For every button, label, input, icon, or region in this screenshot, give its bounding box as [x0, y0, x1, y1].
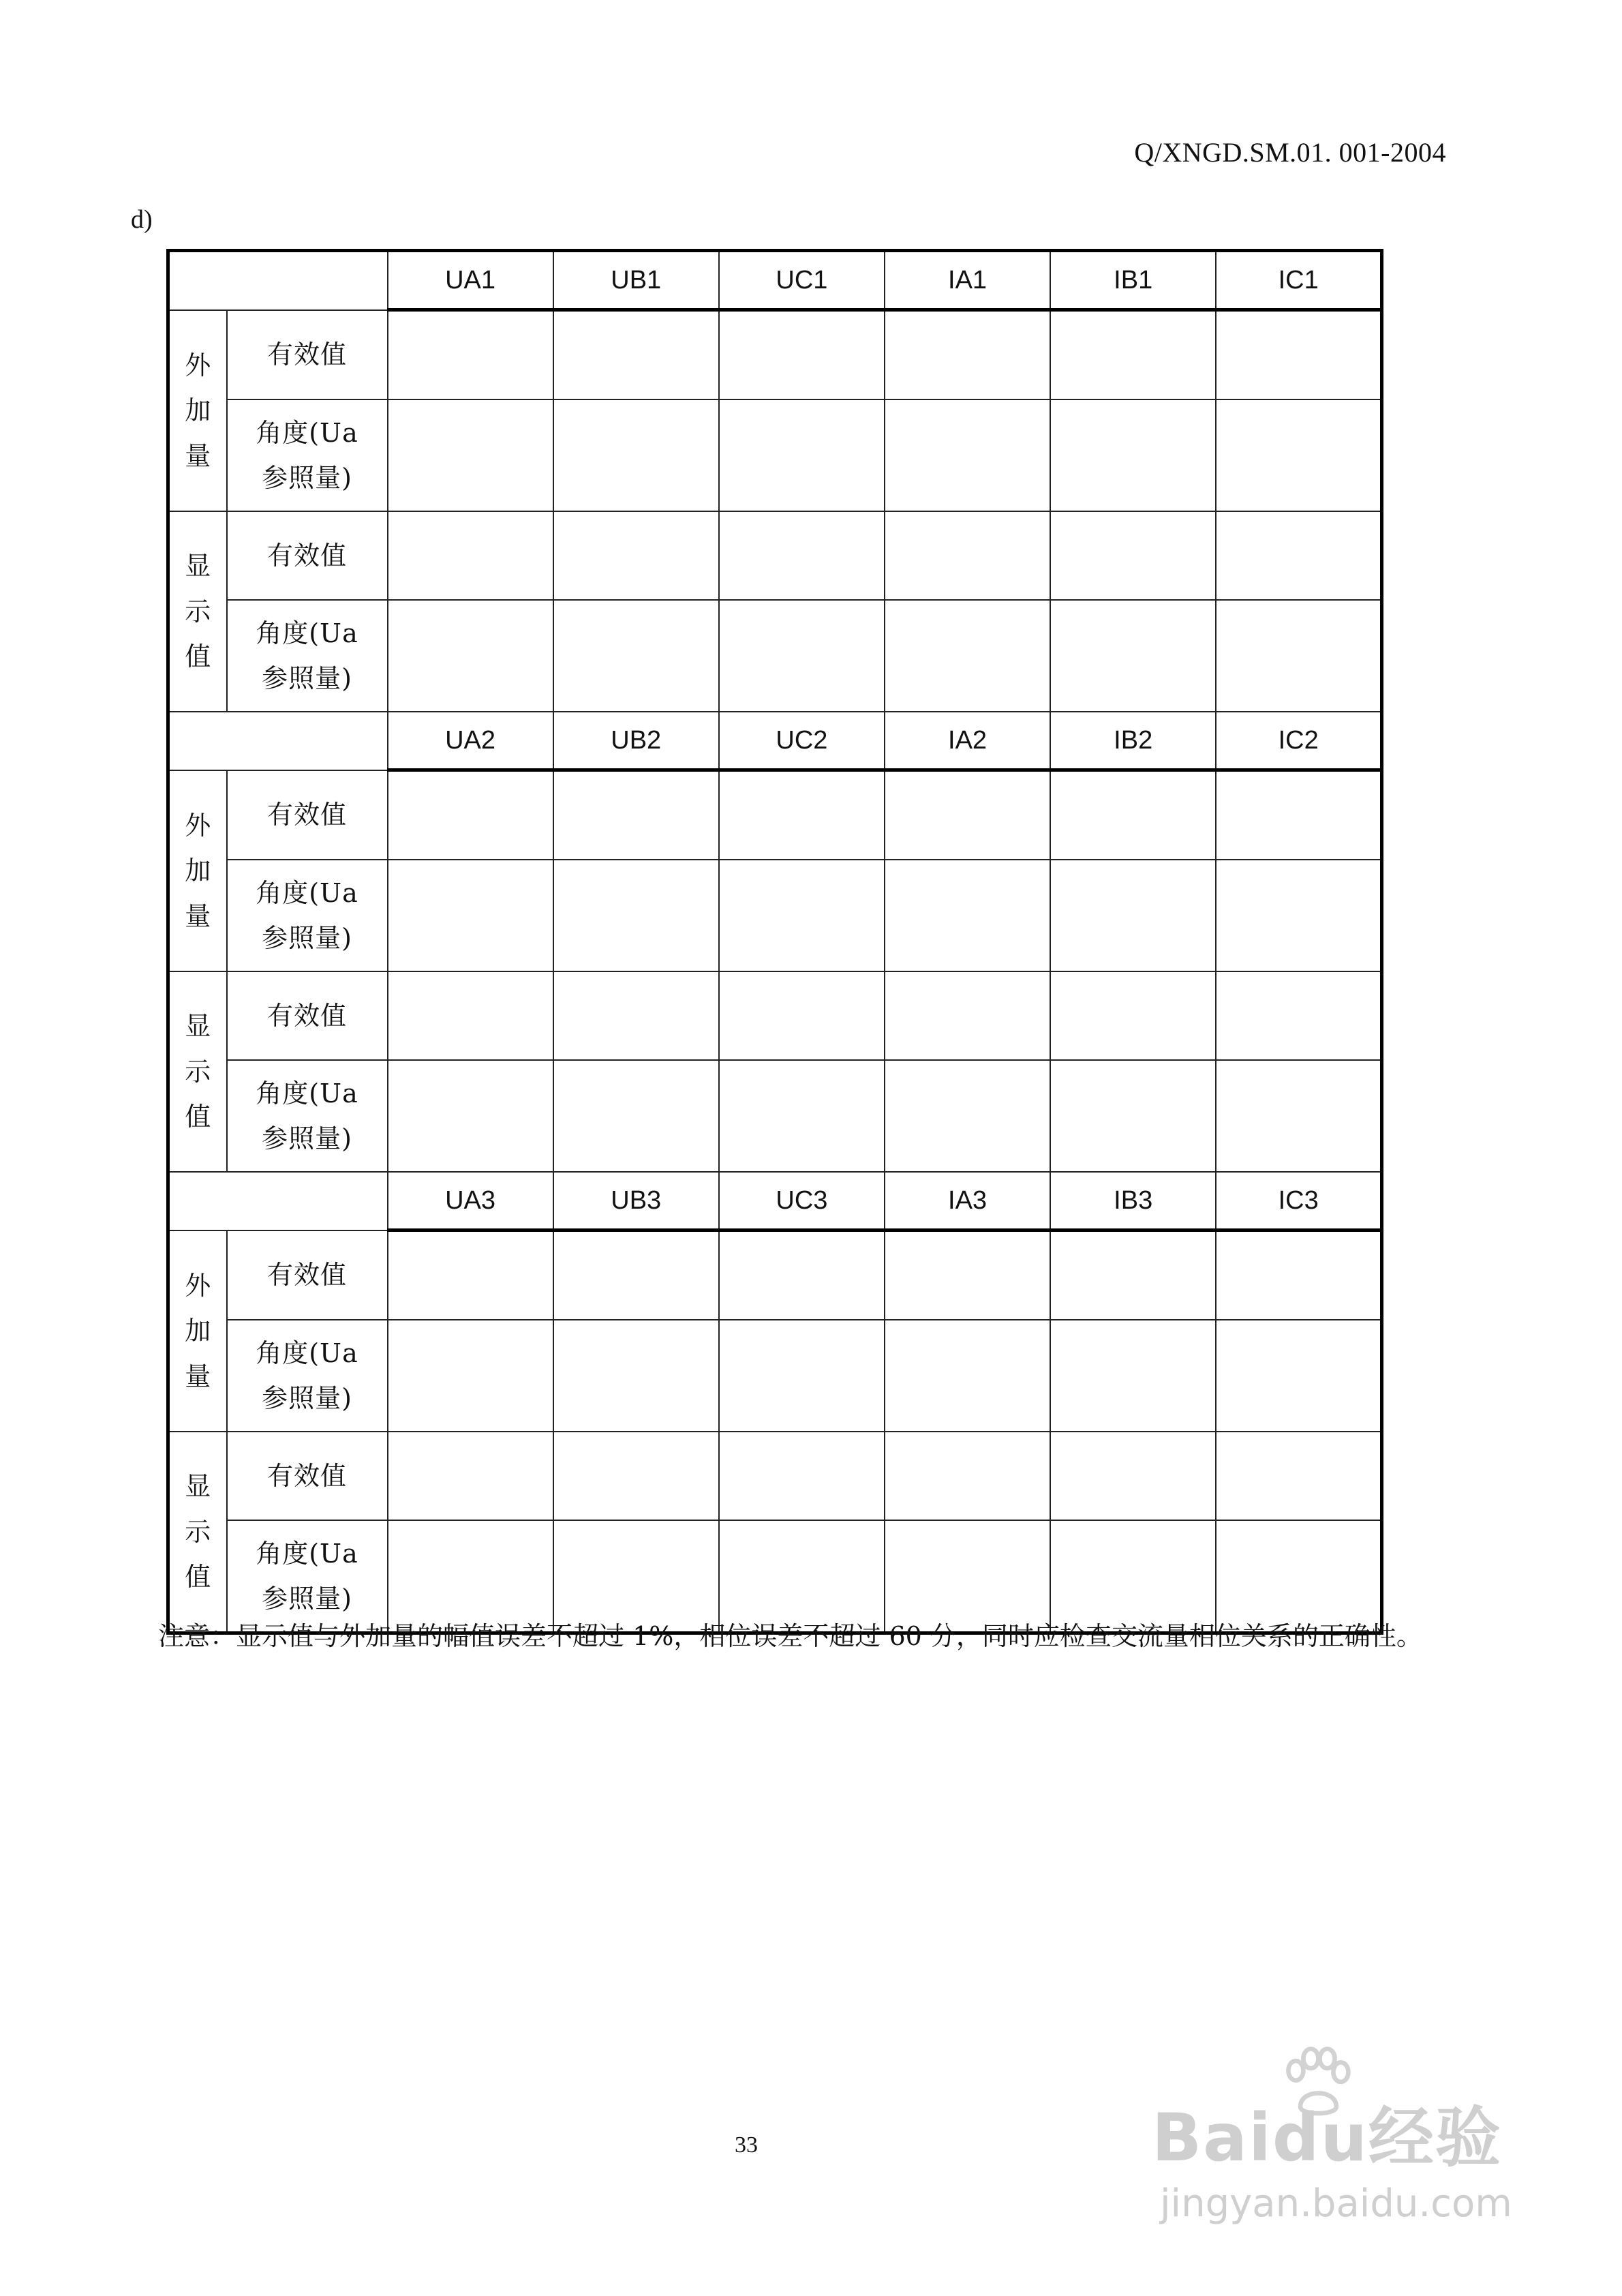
value-cell[interactable]: [885, 1230, 1050, 1320]
group-label: [168, 511, 227, 712]
value-cell[interactable]: [885, 1432, 1050, 1520]
angle-label-line: 参照量): [262, 463, 352, 493]
table-row: [168, 770, 1382, 860]
angle-label-line: 角度(Ua: [256, 1078, 358, 1108]
table-row: [168, 511, 1382, 600]
value-cell[interactable]: [388, 1320, 553, 1432]
column-header: UA2: [388, 712, 553, 770]
value-cell[interactable]: [885, 1060, 1050, 1172]
value-cell[interactable]: [553, 1060, 719, 1172]
value-cell[interactable]: [1050, 860, 1216, 971]
value-cell[interactable]: [885, 1320, 1050, 1432]
group-label-char: 量: [185, 901, 211, 931]
column-header: UB3: [553, 1172, 719, 1230]
angle-label-line: 角度(Ua: [256, 1538, 358, 1569]
column-header: UC3: [719, 1172, 885, 1230]
table-row: [168, 1230, 1382, 1320]
value-cell[interactable]: [1216, 1230, 1381, 1320]
table-row: [168, 971, 1382, 1060]
value-cell[interactable]: [1050, 1060, 1216, 1172]
group-label-char: 示: [185, 1516, 211, 1547]
row-label-effective-value: 有效值: [227, 971, 388, 1060]
value-cell[interactable]: [719, 971, 885, 1060]
value-cell[interactable]: [1050, 971, 1216, 1060]
group-label: [168, 770, 227, 972]
value-cell[interactable]: [719, 511, 885, 600]
value-cell[interactable]: [553, 860, 719, 971]
value-cell[interactable]: [1050, 1320, 1216, 1432]
band-header-row: [168, 251, 1382, 310]
value-cell[interactable]: [1050, 600, 1216, 712]
value-cell[interactable]: [1050, 511, 1216, 600]
value-cell[interactable]: [719, 1432, 885, 1520]
group-label-char: 示: [185, 596, 211, 626]
group-label-char: 量: [185, 440, 211, 471]
group-label-char: 显: [185, 551, 211, 581]
band-header-row: [168, 1172, 1382, 1230]
row-label-effective-value: 有效值: [227, 310, 388, 400]
column-header: IB2: [1050, 712, 1216, 770]
angle-label-line: 参照量): [262, 663, 352, 693]
value-cell[interactable]: [719, 1060, 885, 1172]
value-cell[interactable]: [885, 600, 1050, 712]
row-label-effective-value: 有效值: [227, 1432, 388, 1520]
row-label-angle: [227, 600, 388, 712]
value-cell[interactable]: [885, 971, 1050, 1060]
group-label-char: 量: [185, 1361, 211, 1391]
value-cell[interactable]: [1216, 1432, 1381, 1520]
group-label: [168, 1432, 227, 1633]
value-cell[interactable]: [719, 1230, 885, 1320]
value-cell[interactable]: [1050, 770, 1216, 860]
value-cell[interactable]: [885, 511, 1050, 600]
row-label-angle: [227, 860, 388, 971]
value-cell[interactable]: [1216, 860, 1381, 971]
column-header: IB1: [1050, 251, 1216, 310]
column-header: IC2: [1216, 712, 1381, 770]
table-row: [168, 600, 1382, 712]
value-cell[interactable]: [1050, 1230, 1216, 1320]
watermark-url: jingyan.baidu.com: [1160, 2181, 1512, 2226]
column-header: UB2: [553, 712, 719, 770]
column-header: IC3: [1216, 1172, 1381, 1230]
row-label-effective-value: 有效值: [227, 770, 388, 860]
value-cell[interactable]: [1216, 971, 1381, 1060]
table-row: [168, 399, 1382, 511]
row-label-effective-value: 有效值: [227, 511, 388, 600]
table-row: [168, 310, 1382, 400]
value-cell[interactable]: [1216, 770, 1381, 860]
group-label-char: 值: [185, 1102, 211, 1132]
corner-cell: [168, 1172, 388, 1230]
value-cell[interactable]: [1050, 310, 1216, 400]
column-header: UA3: [388, 1172, 553, 1230]
angle-label-line: 参照量): [262, 1383, 352, 1413]
document-code: Q/XNGD.SM.01. 001-2004: [1134, 137, 1446, 168]
table-row: [168, 1432, 1382, 1520]
value-cell[interactable]: [553, 971, 719, 1060]
group-label-char: 示: [185, 1056, 211, 1087]
value-cell[interactable]: [1216, 600, 1381, 712]
value-cell[interactable]: [388, 1432, 553, 1520]
group-label-char: 值: [185, 641, 211, 672]
group-label-char: 外: [185, 810, 211, 841]
angle-label-line: 角度(Ua: [256, 618, 358, 648]
table-row: [168, 860, 1382, 971]
column-header: UB1: [553, 251, 719, 310]
column-header: IC1: [1216, 251, 1381, 310]
value-cell[interactable]: [1050, 1432, 1216, 1520]
column-header: IA3: [885, 1172, 1050, 1230]
value-cell[interactable]: [885, 399, 1050, 511]
group-label-char: 显: [185, 1011, 211, 1042]
angle-label-line: 参照量): [262, 923, 352, 953]
value-cell[interactable]: [719, 770, 885, 860]
group-label-char: 值: [185, 1562, 211, 1592]
value-cell[interactable]: [388, 1230, 553, 1320]
angle-label-line: 参照量): [262, 1123, 352, 1153]
measurement-table: [166, 249, 1383, 1635]
value-cell[interactable]: [388, 860, 553, 971]
value-cell[interactable]: [885, 310, 1050, 400]
value-cell[interactable]: [1216, 511, 1381, 600]
row-label-angle: [227, 399, 388, 511]
value-cell[interactable]: [719, 1320, 885, 1432]
value-cell[interactable]: [388, 971, 553, 1060]
watermark-brand: Baidu经验: [1152, 2100, 1502, 2176]
group-label-char: 加: [185, 1316, 211, 1346]
group-label: [168, 971, 227, 1172]
value-cell[interactable]: [553, 310, 719, 400]
column-header: IA2: [885, 712, 1050, 770]
value-cell[interactable]: [553, 600, 719, 712]
column-header: IA1: [885, 251, 1050, 310]
column-header: IB3: [1050, 1172, 1216, 1230]
table-row: [168, 1060, 1382, 1172]
group-label-char: 加: [185, 395, 211, 425]
value-cell[interactable]: [1216, 310, 1381, 400]
group-label-char: 加: [185, 856, 211, 886]
baidu-jingyan-watermark: [1152, 2045, 1533, 2250]
value-cell[interactable]: [553, 1320, 719, 1432]
page-number: 33: [735, 2132, 758, 2158]
value-cell[interactable]: [885, 770, 1050, 860]
value-cell[interactable]: [388, 511, 553, 600]
band-header-row: [168, 712, 1382, 770]
angle-label-line: 角度(Ua: [256, 877, 358, 908]
column-header: UC2: [719, 712, 885, 770]
value-cell[interactable]: [388, 600, 553, 712]
value-cell[interactable]: [553, 511, 719, 600]
value-cell[interactable]: [388, 399, 553, 511]
row-label-angle: [227, 1320, 388, 1432]
value-cell[interactable]: [553, 399, 719, 511]
value-cell[interactable]: [388, 770, 553, 860]
corner-cell: [168, 251, 388, 310]
angle-label-line: 角度(Ua: [256, 1338, 358, 1368]
value-cell[interactable]: [553, 1230, 719, 1320]
value-cell[interactable]: [388, 1060, 553, 1172]
value-cell[interactable]: [885, 860, 1050, 971]
section-label: d): [131, 205, 153, 234]
value-cell[interactable]: [388, 310, 553, 400]
value-cell[interactable]: [719, 310, 885, 400]
value-cell[interactable]: [1216, 1320, 1381, 1432]
note-paragraph: 注意：显示值与外加量的幅值误差不超过 1%，相位误差不超过 60 分，同时应检查交流量相位关系的正确性。: [158, 1621, 1422, 1651]
value-cell[interactable]: [553, 770, 719, 860]
value-cell[interactable]: [553, 1432, 719, 1520]
value-cell[interactable]: [719, 860, 885, 971]
value-cell[interactable]: [719, 600, 885, 712]
angle-label-line: 角度(Ua: [256, 417, 358, 448]
group-label-char: 外: [185, 350, 211, 380]
column-header: UA1: [388, 251, 553, 310]
group-label-char: 外: [185, 1270, 211, 1301]
value-cell[interactable]: [1216, 1060, 1381, 1172]
table-row: [168, 1320, 1382, 1432]
value-cell[interactable]: [719, 399, 885, 511]
column-header: UC1: [719, 251, 885, 310]
group-label: [168, 1230, 227, 1432]
corner-cell: [168, 712, 388, 770]
angle-label-line: 参照量): [262, 1584, 352, 1614]
value-cell[interactable]: [1216, 399, 1381, 511]
row-label-angle: [227, 1060, 388, 1172]
group-label: [168, 310, 227, 512]
group-label-char: 显: [185, 1471, 211, 1502]
row-label-effective-value: 有效值: [227, 1230, 388, 1320]
value-cell[interactable]: [1050, 399, 1216, 511]
